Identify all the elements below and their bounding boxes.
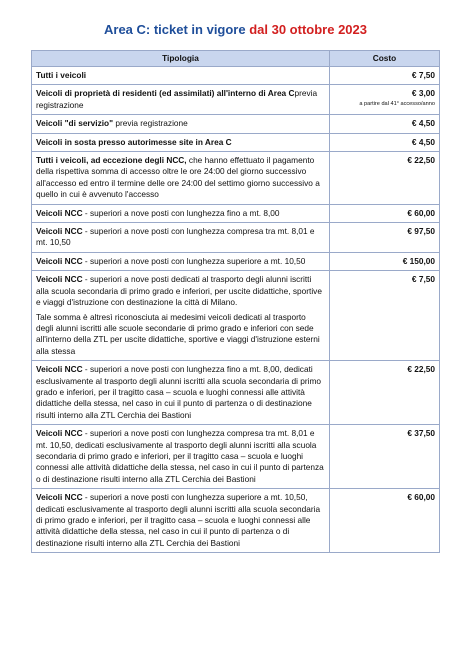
row-description bbox=[32, 252, 330, 270]
table-row bbox=[32, 271, 440, 361]
row-category: Veicoli NCC bbox=[36, 274, 83, 285]
description-paragraph bbox=[36, 70, 325, 81]
table-header-row bbox=[32, 51, 440, 67]
row-description bbox=[32, 204, 330, 222]
row-detail: previa registrazione bbox=[113, 118, 188, 129]
row-cost: € 150,00 bbox=[402, 255, 435, 266]
table-row bbox=[32, 223, 440, 253]
row-category: Veicoli NCC bbox=[36, 364, 83, 375]
row-cost-cell bbox=[330, 85, 440, 115]
table-row bbox=[32, 361, 440, 425]
row-category: Veicoli in sosta presso autorimesse site in Area C bbox=[36, 136, 232, 147]
title-date: dal 30 ottobre 2023 bbox=[249, 22, 367, 37]
row-description bbox=[32, 425, 330, 489]
description-paragraph bbox=[36, 226, 325, 249]
table-row bbox=[32, 252, 440, 270]
row-description bbox=[32, 85, 330, 115]
description-paragraph bbox=[36, 155, 325, 201]
row-cost-note: a partire dal 41° accesso/anno bbox=[359, 100, 435, 107]
table-row bbox=[32, 204, 440, 222]
row-cost-cell bbox=[330, 115, 440, 133]
row-detail: che hanno effettuato il pagamento della rispettiva somma di accesso oltre le ore 24:00 del giorno successivo all'accesso ed entro il termine delle ore 24:00 del settimo giorno successivo a quello in cui è avvenuto l'accesso bbox=[36, 155, 320, 200]
row-cost: € 22,50 bbox=[407, 155, 435, 166]
tariff-table bbox=[31, 50, 440, 553]
row-detail: - superiori a nove posti con lunghezza compresa tra mt. 8,01 e mt. 10,50 bbox=[36, 226, 315, 248]
row-detail-extra: Tale somma è altresì riconosciuta ai medesimi veicoli dedicati al trasporto degli alunni iscritti alle scuole secondarie di primo grado e inferiori con sede all'interno della ZTL per uscite didattiche, sportive e viaggi d'istruzione esterni alla stessa bbox=[36, 311, 320, 356]
header-cost: Costo bbox=[330, 51, 440, 67]
row-cost-cell bbox=[330, 252, 440, 270]
row-cost-cell bbox=[330, 361, 440, 425]
table-row bbox=[32, 67, 440, 85]
row-cost: € 22,50 bbox=[407, 364, 435, 375]
row-detail: - superiori a nove posti con lunghezza fino a mt. 8,00, dedicati esclusivamente al trasporto degli alunni iscritti alla scuola secondaria di primo grado e inferiori, per il tragitto casa – scuola e luoghi connessi alle attività didattiche della stessa, nel caso in cui il punto di partenza o di destinazione risulti interno alla ZTL Cerchia dei Bastioni bbox=[36, 364, 321, 420]
row-detail: - superiori a nove posti con lunghezza superiore a mt. 10,50 bbox=[82, 255, 306, 266]
row-description bbox=[32, 271, 330, 361]
page-title bbox=[0, 22, 471, 37]
row-category: Veicoli NCC bbox=[36, 255, 83, 266]
description-paragraph bbox=[36, 428, 325, 485]
description-paragraph bbox=[36, 118, 325, 129]
row-cost: € 4,50 bbox=[411, 118, 435, 129]
row-description bbox=[32, 489, 330, 553]
row-cost: € 60,00 bbox=[407, 492, 435, 503]
row-cost-cell bbox=[330, 223, 440, 253]
title-prefix: Area C: ticket in vigore bbox=[104, 22, 250, 37]
table-body bbox=[32, 67, 440, 553]
row-description bbox=[32, 223, 330, 253]
row-detail: - superiori a nove posti con lunghezza fino a mt. 8,00 bbox=[82, 207, 280, 218]
description-paragraph bbox=[36, 256, 325, 267]
row-cost-cell bbox=[330, 489, 440, 553]
table-row bbox=[32, 85, 440, 115]
row-category: Veicoli di proprietà di residenti (ed assimilati) all'interno di Area C bbox=[36, 88, 295, 99]
row-cost: € 37,50 bbox=[407, 428, 435, 439]
row-cost-cell bbox=[330, 133, 440, 151]
row-cost: € 60,00 bbox=[407, 207, 435, 218]
row-cost: € 97,50 bbox=[407, 226, 435, 237]
row-cost: € 4,50 bbox=[411, 136, 435, 147]
table-row bbox=[32, 489, 440, 553]
row-cost-cell bbox=[330, 204, 440, 222]
description-paragraph bbox=[36, 492, 325, 549]
table-row bbox=[32, 115, 440, 133]
description-paragraph bbox=[36, 208, 325, 219]
row-category: Veicoli NCC bbox=[36, 207, 83, 218]
row-cost: € 7,50 bbox=[411, 274, 435, 285]
row-category: Veicoli NCC bbox=[36, 492, 83, 503]
row-category: Tutti i veicoli bbox=[36, 70, 87, 80]
row-cost: € 3,00 bbox=[411, 88, 435, 99]
row-cost-cell bbox=[330, 425, 440, 489]
description-paragraph bbox=[36, 137, 325, 148]
row-cost-cell bbox=[330, 271, 440, 361]
row-cost-cell bbox=[330, 67, 440, 85]
description-paragraph bbox=[36, 274, 325, 308]
row-detail: - superiori a nove posti con lunghezza superiore a mt. 10,50, dedicati esclusivamente al trasporto degli alunni iscritti alla scuola secondaria di primo grado e inferiori, per il tragitto casa – scuola e luoghi connessi alle attività didattiche della stessa, nel caso in cui il punto di partenza o di destinazione risulti interno alla ZTL Cerchia dei Bastioni bbox=[36, 492, 321, 548]
table-row bbox=[32, 133, 440, 151]
header-type: Tipologia bbox=[32, 51, 330, 67]
description-paragraph bbox=[36, 88, 325, 111]
table-row bbox=[32, 152, 440, 205]
table-row bbox=[32, 425, 440, 489]
row-category: Tutti i veicoli, ad eccezione degli NCC, bbox=[36, 155, 187, 166]
row-description bbox=[32, 361, 330, 425]
row-detail: - superiori a nove posti con lunghezza compresa tra mt. 8,01 e mt. 10,50, dedicati esclusivamente al trasporto degli alunni iscritti alla scuola secondaria di primo grado e inferiori, per il tragitto casa – scuola e luoghi connessi alle attività didattiche della stessa, nel caso in cui il punto di partenza o di destinazione risulti interno alla ZTL Cerchia dei Bastioni bbox=[36, 428, 324, 484]
row-category: Veicoli NCC bbox=[36, 226, 83, 237]
row-category: Veicoli NCC bbox=[36, 428, 83, 439]
row-description bbox=[32, 115, 330, 133]
row-category: Veicoli "di servizio" bbox=[36, 118, 114, 129]
row-detail: previa registrazione bbox=[36, 88, 318, 110]
row-cost-cell bbox=[330, 152, 440, 205]
row-description bbox=[32, 67, 330, 85]
row-description bbox=[32, 133, 330, 151]
row-cost: € 7,50 bbox=[411, 70, 435, 80]
row-description bbox=[32, 152, 330, 205]
row-detail: - superiori a nove posti dedicati al trasporto degli alunni iscritti alla scuola secondaria di primo grado e inferiori, per uscite didattiche, sportive e viaggi d'istruzione con destinazione la città di Milano. bbox=[36, 274, 322, 308]
description-paragraph bbox=[36, 364, 325, 421]
